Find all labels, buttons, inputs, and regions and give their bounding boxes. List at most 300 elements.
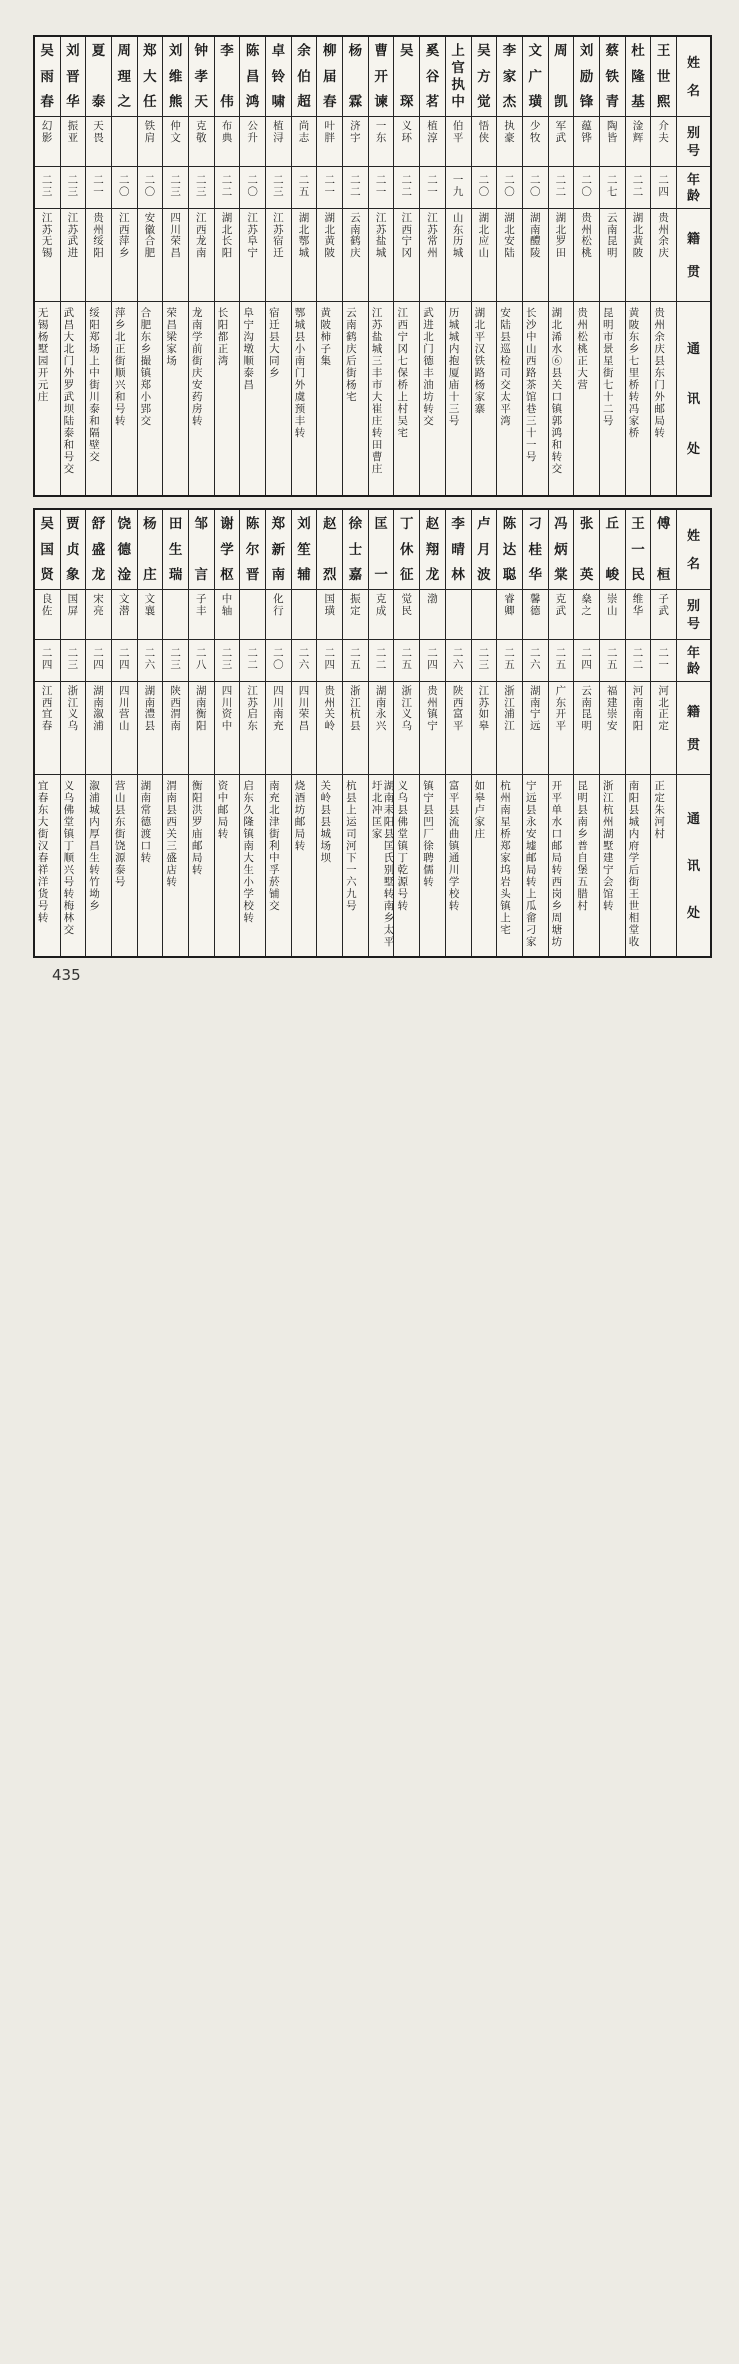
- person-age: 二 一: [375, 175, 387, 198]
- person-alias: 义 环: [401, 121, 413, 144]
- person-alias: 中 轴: [221, 594, 233, 617]
- person-native-place: 湖 南 溆 浦: [93, 686, 104, 733]
- person-native-place: 江 苏 盐 城: [375, 213, 387, 260]
- person-address: 资中邮局转: [216, 780, 228, 840]
- person-column: [574, 37, 600, 495]
- person-native-place: 浙 江 杭 县: [350, 686, 361, 733]
- person-column: [497, 37, 523, 495]
- person-age: 二 四: [324, 648, 335, 671]
- person-native-place: 湖 南 澧 县: [144, 686, 156, 733]
- person-name: 夏 泰: [91, 43, 106, 110]
- person-native-place: 福 建 崇 安: [607, 686, 618, 733]
- person-address: 贵州余庆县东门外邮局转: [653, 307, 665, 439]
- person-native-place: 江 西 萍 乡: [118, 213, 130, 260]
- person-age: 二 二: [632, 648, 644, 671]
- person-age: 二 〇: [529, 175, 541, 198]
- person-name: 曹 开 谏: [374, 43, 388, 110]
- person-address: 鄂城县小南门外虞预丰转: [293, 307, 305, 439]
- person-alias: 仲 文: [170, 121, 181, 144]
- person-column: [292, 510, 318, 956]
- person-address: 营山县东街饶源泰号: [113, 780, 125, 888]
- person-address: 湖南耒阳县匡氏别墅转南乡太平圩北冲匡家: [370, 780, 394, 948]
- person-alias: 济 宇: [350, 121, 361, 144]
- person-age: 二 三: [273, 175, 284, 198]
- person-age: 二 三: [478, 648, 490, 671]
- person-age: 二 〇: [273, 648, 284, 671]
- person-native-place: 江 苏 武 进: [67, 213, 79, 260]
- person-address: 渭南县西关三盛店转: [165, 780, 177, 888]
- person-name: 贾 贞 象: [66, 516, 80, 583]
- person-age: 二 八: [196, 648, 207, 671]
- person-address: 烧酒坊邮局转: [293, 780, 305, 852]
- person-column: [497, 510, 523, 956]
- person-age: 二 四: [427, 648, 438, 671]
- person-age: 二 三: [170, 175, 181, 198]
- person-address: 正定朱河村: [653, 780, 665, 840]
- person-native-place: 贵 州 余 庆: [658, 213, 669, 260]
- person-alias: 克 成: [375, 594, 387, 617]
- person-column: [86, 37, 112, 495]
- person-column: [446, 37, 472, 495]
- person-alias: 尚 志: [298, 121, 310, 144]
- person-name: 蔡 铁 青: [605, 43, 620, 110]
- person-alias: 睿 卿: [504, 594, 515, 617]
- person-address: 昆明市景星街七十二号: [601, 307, 613, 427]
- person-address: 阜宁沟墩顺泰昌: [242, 307, 254, 391]
- person-name: 刁 桂 华: [528, 516, 542, 583]
- person-address: 合肥东乡撮镇郑小郢交: [139, 307, 151, 427]
- person-address: 浙江杭州湖墅建宁会馆转: [601, 780, 613, 912]
- person-address: 武昌大北门外罗武坝陆泰和号交: [62, 307, 74, 475]
- person-name: 张 英: [579, 516, 594, 583]
- header-column-top: [677, 37, 710, 495]
- person-age: 二 二: [375, 648, 387, 671]
- person-name: 柳 届 春: [322, 43, 337, 110]
- person-age: 二 一: [658, 648, 669, 671]
- person-column: [215, 510, 241, 956]
- person-address: 历城城内抱厦庙十三号: [447, 307, 459, 427]
- person-alias: 馨 德: [529, 594, 541, 617]
- person-age: 二 五: [555, 648, 567, 671]
- person-native-place: 贵 州 镇 宁: [427, 686, 438, 733]
- person-address: 开平单水口邮局转西岗乡周塘坊: [550, 780, 562, 948]
- person-age: 二 三: [196, 175, 207, 198]
- person-native-place: 陕 西 渭 南: [170, 686, 181, 733]
- person-age: 二 一: [427, 175, 438, 198]
- person-column: [138, 510, 164, 956]
- person-alias: [240, 590, 265, 639]
- person-address: 无锡杨墅园开元庄: [36, 307, 48, 403]
- person-native-place: 河 北 正 定: [658, 686, 669, 733]
- person-native-place: 湖 南 醴 陵: [529, 213, 541, 260]
- person-name: 舒 盛 龙: [91, 516, 106, 583]
- person-alias: 振 亚: [67, 121, 79, 144]
- person-native-place: 贵 州 绥 阳: [93, 213, 104, 260]
- person-age: 二 六: [298, 648, 310, 671]
- person-age: 二 〇: [247, 175, 258, 198]
- person-alias: 伯 平: [452, 121, 464, 144]
- person-age: 二 六: [452, 648, 464, 671]
- person-native-place: 河 南 南 阳: [632, 686, 644, 733]
- person-alias: 子 丰: [196, 594, 207, 617]
- person-name: 奚 谷 茗: [425, 43, 440, 110]
- person-column: [446, 510, 472, 956]
- person-alias: 介 夫: [658, 121, 669, 144]
- person-native-place: 江 苏 阜 宁: [247, 213, 258, 260]
- person-native-place: 江 苏 宿 迁: [273, 213, 284, 260]
- person-alias: 蕴 铧: [581, 121, 592, 144]
- person-native-place: 云 南 鹤 庆: [350, 213, 361, 260]
- person-name: 陈 昌 鸿: [245, 43, 260, 110]
- person-column: [600, 37, 626, 495]
- person-name: 刘 维 熊: [168, 43, 183, 110]
- person-alias: 国 璜: [324, 594, 335, 617]
- person-address: 荣昌梁家场: [165, 307, 177, 367]
- person-age: 二 二: [247, 648, 258, 671]
- page-number: 435: [52, 966, 81, 984]
- header-name-label: 姓 名: [686, 54, 700, 99]
- person-alias: 燊 之: [581, 594, 592, 617]
- person-native-place: 湖 南 宁 远: [529, 686, 541, 733]
- person-native-place: 湖 北 黄 陂: [632, 213, 644, 260]
- person-column: [266, 37, 292, 495]
- person-native-place: 贵 州 松 桃: [581, 213, 592, 260]
- person-native-place: 云 南 昆 明: [581, 686, 592, 733]
- person-age: 二 四: [93, 648, 104, 671]
- person-native-place: 广 东 开 平: [555, 686, 567, 733]
- person-native-place: 湖 北 应 山: [478, 213, 490, 260]
- person-name: 丘 峻: [605, 516, 620, 583]
- person-column: [266, 510, 292, 956]
- person-alias: [292, 590, 317, 639]
- person-name: 王 世 熙: [656, 43, 671, 110]
- person-column: [163, 510, 189, 956]
- person-alias: 宋 亮: [93, 594, 104, 617]
- person-name: 刘 晋 华: [66, 43, 80, 110]
- person-name: 吴 雨 春: [40, 43, 54, 110]
- person-native-place: 陕 西 富 平: [452, 686, 464, 733]
- person-address: 湖南常德渡口转: [139, 780, 151, 864]
- person-column: [626, 37, 652, 495]
- person-native-place: 浙 江 义 乌: [401, 686, 413, 733]
- person-native-place: 江 苏 常 州: [427, 213, 438, 260]
- person-column: [574, 510, 600, 956]
- person-age: 二 〇: [144, 175, 156, 198]
- person-alias: 觉 民: [401, 594, 413, 617]
- person-column: [189, 510, 215, 956]
- person-alias: 布 典: [221, 121, 233, 144]
- person-column: [35, 510, 61, 956]
- person-column: [369, 37, 395, 495]
- person-name: 傅 桓: [656, 516, 671, 583]
- person-column: [138, 37, 164, 495]
- person-alias: 子 武: [658, 594, 669, 617]
- person-age: 二 五: [504, 648, 515, 671]
- person-column: [35, 37, 61, 495]
- person-address: 溆浦城内厚昌生转竹坳乡: [88, 780, 100, 912]
- person-alias: 克 敬: [196, 121, 207, 144]
- person-name: 陈 尔 晋: [245, 516, 260, 583]
- person-name: 郑 新 南: [271, 516, 286, 583]
- person-address: 南阳县城内府学后街王世相堂收: [627, 780, 639, 948]
- person-address: 衡阳洪罗庙邮局转: [190, 780, 202, 876]
- person-native-place: 四 川 营 山: [118, 686, 130, 733]
- person-name: 徐 士 嘉: [348, 516, 363, 583]
- person-address: 宿迁县大同乡: [267, 307, 279, 379]
- person-column: [292, 37, 318, 495]
- person-native-place: 四 川 南 充: [273, 686, 284, 733]
- person-alias: 陶 皆: [607, 121, 618, 144]
- person-native-place: 四 川 荣 昌: [298, 686, 310, 733]
- person-age: 二 〇: [478, 175, 490, 198]
- person-age: 二 二: [632, 175, 644, 198]
- person-address: 义乌佛堂镇丁顺兴号转梅林交: [62, 780, 74, 936]
- person-native-place: 四 川 荣 昌: [170, 213, 181, 260]
- person-column: [61, 37, 87, 495]
- person-alias: 维 华: [632, 594, 644, 617]
- person-address: 宁远县永安墟邮局转上瓜畲刁家: [524, 780, 536, 948]
- person-age: 二 五: [401, 648, 413, 671]
- person-native-place: 湖 北 鄂 城: [298, 213, 310, 260]
- person-column: [189, 37, 215, 495]
- person-alias: [163, 590, 188, 639]
- person-address: 绥阳郑场上中街川泰和隔壁交: [88, 307, 100, 463]
- person-column: [317, 510, 343, 956]
- person-column: [317, 37, 343, 495]
- person-column: [215, 37, 241, 495]
- person-alias: 振 定: [350, 594, 361, 617]
- person-address: 黄陂柿子集: [319, 307, 331, 367]
- person-native-place: 江 苏 无 锡: [41, 213, 53, 260]
- person-alias: 一 东: [375, 121, 387, 144]
- person-column: [472, 37, 498, 495]
- person-native-place: 湖 北 安 陆: [504, 213, 515, 260]
- person-name: 邹 言: [194, 516, 209, 583]
- person-age: 二 五: [298, 175, 310, 198]
- person-name: 郑 大 任: [143, 43, 157, 110]
- person-native-place: 湖 南 衡 阳: [196, 686, 207, 733]
- person-alias: 幻 影: [41, 121, 53, 144]
- person-age: 二 一: [93, 175, 104, 198]
- person-address: 萍乡北正街顺兴和号转: [113, 307, 125, 427]
- person-alias: 文 潜: [118, 594, 130, 617]
- person-native-place: 浙 江 浦 江: [504, 686, 515, 733]
- person-age: 二 六: [529, 648, 541, 671]
- person-age: 二 二: [401, 175, 413, 198]
- person-address: 宜春东大街汉春祥洋货号转: [36, 780, 48, 924]
- person-age: 二 七: [607, 175, 618, 198]
- person-age: 二 三: [67, 648, 79, 671]
- person-name: 钟 孝 天: [194, 43, 209, 110]
- person-address: 长沙中山西路茶馆巷三十一号: [524, 307, 536, 463]
- person-address: 江苏盐城三丰市大崔庄转田曹庄: [370, 307, 382, 475]
- person-column: [420, 37, 446, 495]
- person-age: 二 二: [555, 175, 567, 198]
- person-age: 二 〇: [504, 175, 515, 198]
- person-column: [394, 510, 420, 956]
- person-column: [600, 510, 626, 956]
- person-alias: 文 襄: [144, 594, 156, 617]
- person-name: 余 伯 超: [297, 43, 311, 110]
- person-alias: 军 武: [555, 121, 567, 144]
- person-name: 冯 炳 棠: [554, 516, 568, 583]
- person-native-place: 云 南 昆 明: [607, 213, 618, 260]
- person-native-place: 江 苏 启 东: [247, 686, 258, 733]
- person-column: [163, 37, 189, 495]
- person-alias: 克 武: [555, 594, 567, 617]
- person-column: [626, 510, 652, 956]
- person-age: 二 二: [221, 175, 233, 198]
- person-alias: 良 佐: [41, 594, 53, 617]
- person-age: 二 三: [221, 648, 233, 671]
- person-name: 卓 铃 啸: [271, 43, 286, 110]
- person-age: 二 四: [658, 175, 669, 198]
- person-native-place: 湖 北 罗 田: [555, 213, 567, 260]
- person-name: 刘 励 锋: [579, 43, 594, 110]
- person-name: 李 伟: [220, 43, 234, 110]
- header-name-label: 姓 名: [686, 527, 700, 572]
- person-native-place: 安 徽 合 肥: [144, 213, 156, 260]
- person-column: [549, 510, 575, 956]
- person-address: 湖北浠水⑥县关口镇郭鸿和转交: [550, 307, 562, 475]
- person-age: 二 三: [67, 175, 79, 198]
- person-name: 吴 方 觉: [477, 43, 491, 110]
- person-address: 义乌县佛堂镇丁乾源号转: [396, 780, 408, 912]
- person-name: 文 广 璜: [528, 43, 542, 110]
- person-address: 武进北门德丰油坊转交: [421, 307, 433, 427]
- person-alias: 叶 胖: [324, 121, 335, 144]
- header-address-label: 通 讯 处: [686, 810, 700, 920]
- person-name: 李 晴 林: [451, 516, 465, 583]
- person-name: 杨 霖: [348, 43, 363, 110]
- person-name: 王 一 民: [631, 516, 645, 583]
- person-name: 杜 隆 基: [631, 43, 645, 110]
- roster-table-top: [33, 35, 712, 497]
- person-native-place: 江 西 龙 南: [196, 213, 207, 260]
- person-alias: 执 豪: [504, 121, 515, 144]
- person-age: 二 四: [41, 648, 53, 671]
- person-address: 镇宁县凹厂徐聘儒转: [421, 780, 433, 888]
- person-native-place: 江 苏 如 皋: [478, 686, 490, 733]
- person-age: 二 四: [118, 648, 130, 671]
- roster-table-bottom: [33, 508, 712, 958]
- person-age: 二 四: [581, 648, 592, 671]
- header-alias-label: 别 号: [686, 124, 700, 159]
- person-alias: [112, 117, 137, 166]
- person-address: 长阳都正湾: [216, 307, 228, 367]
- person-alias: 铁 肩: [144, 121, 156, 144]
- person-name: 上 官 执 中: [451, 43, 465, 110]
- person-name: 卢 月 波: [477, 516, 491, 583]
- person-column: [394, 37, 420, 495]
- person-address: 黄陂东乡七里桥转冯家桥: [627, 307, 639, 439]
- person-alias: 渤: [427, 594, 438, 605]
- person-alias: 崇 山: [607, 594, 618, 617]
- person-name: 丁 休 征: [400, 516, 414, 583]
- person-column: [86, 510, 112, 956]
- person-name: 周 理 之: [117, 43, 131, 110]
- person-address: 云南鹤庆后街杨宅: [344, 307, 356, 403]
- person-native-place: 江 西 宁 冈: [401, 213, 413, 260]
- person-name: 谢 学 枢: [220, 516, 234, 583]
- person-column: [420, 510, 446, 956]
- person-native-place: 湖 北 黄 陂: [324, 213, 335, 260]
- person-address: 贵州松桃正大营: [576, 307, 588, 391]
- person-address: 如皋卢家庄: [473, 780, 485, 840]
- header-address-label: 通 讯 处: [686, 340, 700, 456]
- person-column: [523, 37, 549, 495]
- person-native-place: 浙 江 义 乌: [67, 686, 79, 733]
- person-name: 李 家 杰: [502, 43, 517, 110]
- person-address: 江西宁冈七保桥上村吴宅: [396, 307, 408, 439]
- person-name: 田 生 瑞: [168, 516, 183, 583]
- person-name: 周 凯: [554, 43, 568, 110]
- person-age: 二 三: [170, 648, 181, 671]
- person-column: [651, 37, 677, 495]
- person-native-place: 山 东 历 城: [452, 213, 464, 260]
- person-alias: 公 升: [247, 121, 258, 144]
- person-native-place: 贵 州 关 岭: [324, 686, 335, 733]
- person-age: 二 五: [607, 648, 618, 671]
- person-name: 陈 达 聪: [502, 516, 517, 583]
- person-native-place: 湖 北 长 阳: [221, 213, 233, 260]
- person-column: [549, 37, 575, 495]
- person-address: 启东久隆镇南大生小学校转: [242, 780, 254, 924]
- person-column: [240, 37, 266, 495]
- person-address: 安陆县巡检司交太平湾: [499, 307, 511, 427]
- person-native-place: 江 西 宜 春: [41, 686, 53, 733]
- person-age: 一 九: [452, 175, 464, 198]
- person-column: [112, 37, 138, 495]
- header-column-bottom: [677, 510, 710, 956]
- person-name: 匡 一: [374, 516, 388, 583]
- page-root: [0, 0, 739, 1024]
- person-address: 富平县流曲镇通川学校转: [447, 780, 459, 912]
- person-address: 龙南学前街庆安药房转: [190, 307, 202, 427]
- person-alias: 少 牧: [529, 121, 541, 144]
- person-address: 南充北津街利中孚菸铺交: [267, 780, 279, 912]
- person-age: 二 〇: [581, 175, 592, 198]
- person-name: 吴 琛: [400, 43, 414, 110]
- person-name: 饶 德 淦: [117, 516, 131, 583]
- header-age-label: 年 龄: [686, 171, 700, 203]
- person-native-place: 湖 南 永 兴: [375, 686, 387, 733]
- person-alias: 化 行: [273, 594, 284, 617]
- person-column: [651, 510, 677, 956]
- person-column: [112, 510, 138, 956]
- person-age: 二 五: [350, 648, 361, 671]
- person-column: [240, 510, 266, 956]
- person-alias: 天 畏: [93, 121, 104, 144]
- person-name: 赵 翔 龙: [425, 516, 440, 583]
- header-native-label: 籍 贯: [686, 703, 700, 752]
- person-alias: [472, 590, 497, 639]
- person-name: 刘 笙 辅: [297, 516, 311, 583]
- header-native-label: 籍 贯: [686, 230, 700, 279]
- person-name: 吴 国 贤: [40, 516, 54, 583]
- person-alias: 淦 辉: [632, 121, 644, 144]
- person-column: [343, 510, 369, 956]
- person-age: 二 三: [41, 175, 53, 198]
- person-alias: 植 浔: [273, 121, 284, 144]
- person-age: 二 一: [324, 175, 335, 198]
- person-age: 二 〇: [118, 175, 130, 198]
- person-alias: 悟 侠: [478, 121, 490, 144]
- person-column: [369, 510, 395, 956]
- person-alias: 国 屏: [67, 594, 79, 617]
- person-native-place: 四 川 资 中: [221, 686, 233, 733]
- header-alias-label: 别 号: [686, 597, 700, 632]
